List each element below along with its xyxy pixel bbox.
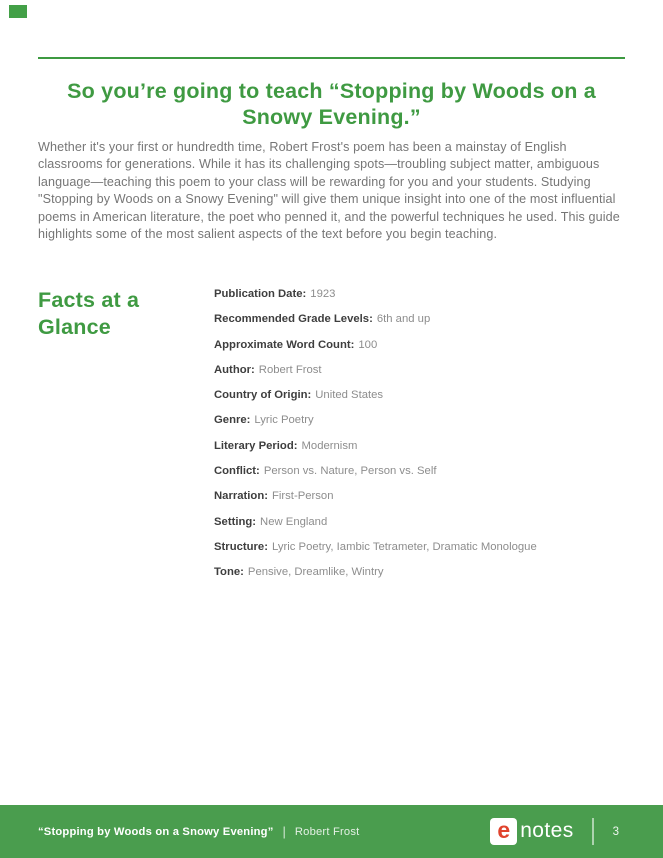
- fact-value: United States: [315, 389, 384, 402]
- fact-label: Genre:: [214, 414, 251, 427]
- fact-label: Country of Origin:: [214, 389, 312, 402]
- fact-row: [214, 440, 644, 453]
- fact-value: Person vs. Nature, Person vs. Self: [263, 465, 437, 478]
- fact-value: Pensive, Dreamlike, Wintry: [247, 566, 384, 579]
- fact-label: Conflict:: [214, 465, 260, 478]
- page-title: [38, 78, 625, 130]
- fact-label: Approximate Word Count:: [214, 338, 355, 351]
- fact-value: 6th and up: [376, 313, 431, 326]
- fact-row: [214, 541, 644, 554]
- fact-label: Tone:: [214, 566, 244, 579]
- facts-list: [214, 288, 644, 592]
- fact-row: [214, 389, 644, 402]
- fact-row: [214, 313, 644, 326]
- fact-value: New England: [260, 515, 328, 528]
- fact-value: 100: [358, 338, 378, 351]
- fact-row: [214, 339, 644, 352]
- fact-label: Setting:: [214, 515, 257, 528]
- fact-row: [214, 288, 644, 301]
- fact-value: Lyric Poetry, Iambic Tetrameter, Dramatic Monologue: [271, 540, 537, 553]
- fact-label: Publication Date:: [214, 288, 307, 300]
- fact-value: Lyric Poetry: [254, 414, 314, 427]
- footer-title-author-divider: |: [282, 824, 286, 839]
- page-title-line2: Snowy Evening.”: [242, 105, 421, 129]
- fact-label: Recommended Grade Levels:: [214, 313, 373, 326]
- page-title-line1: So you’re going to teach “Stopping by Woods on a: [67, 79, 596, 103]
- enotes-logo: [490, 818, 573, 845]
- enotes-logo-text: notes: [520, 818, 574, 842]
- fact-value: First-Person: [271, 490, 334, 503]
- fact-row: [214, 516, 644, 529]
- footer-bar: [0, 805, 663, 858]
- fact-value: Robert Frost: [258, 363, 322, 376]
- footer-author: Robert Frost: [294, 825, 360, 838]
- footer-citation: [38, 824, 359, 839]
- fact-label: Narration:: [214, 490, 268, 503]
- fact-row: [214, 364, 644, 377]
- fact-label: Structure:: [214, 540, 268, 553]
- facts-section-heading: Facts at a Glance: [38, 288, 140, 339]
- page-number: 3: [612, 825, 619, 838]
- fact-row: [214, 414, 644, 427]
- enotes-logo-e-icon: [490, 818, 517, 845]
- fact-row: [214, 490, 644, 503]
- fact-value: 1923: [310, 288, 336, 300]
- enotes-logo-e-letter: e: [497, 817, 511, 843]
- footer-work-title: “Stopping by Woods on a Snowy Evening”: [38, 825, 274, 838]
- footer-page-divider: [592, 818, 594, 845]
- header-rule-line: [38, 57, 625, 59]
- fact-label: Literary Period:: [214, 439, 298, 452]
- fact-label: Author:: [214, 363, 255, 376]
- intro-paragraph: Whether it's your first or hundredth time, Robert Frost's poem has been a mainstay of English classrooms for generations. While it has its challenging spots—troubling subject matter, ambiguous language—teaching this poem to your class will be rewarding for you and your students. Studying "Stopping by Woods on a Snowy Evening" will give them unique insight into one of the most influential poems in American literature, the poet who penned it, and the powerful techniques he used. This guide highlights some of the most salient aspects of the text before you begin teaching.: [38, 140, 620, 242]
- corner-accent-mark: [9, 5, 27, 18]
- fact-row: [214, 465, 644, 478]
- fact-value: Modernism: [301, 439, 358, 452]
- fact-row: [214, 566, 644, 579]
- footer-branding: [490, 818, 619, 845]
